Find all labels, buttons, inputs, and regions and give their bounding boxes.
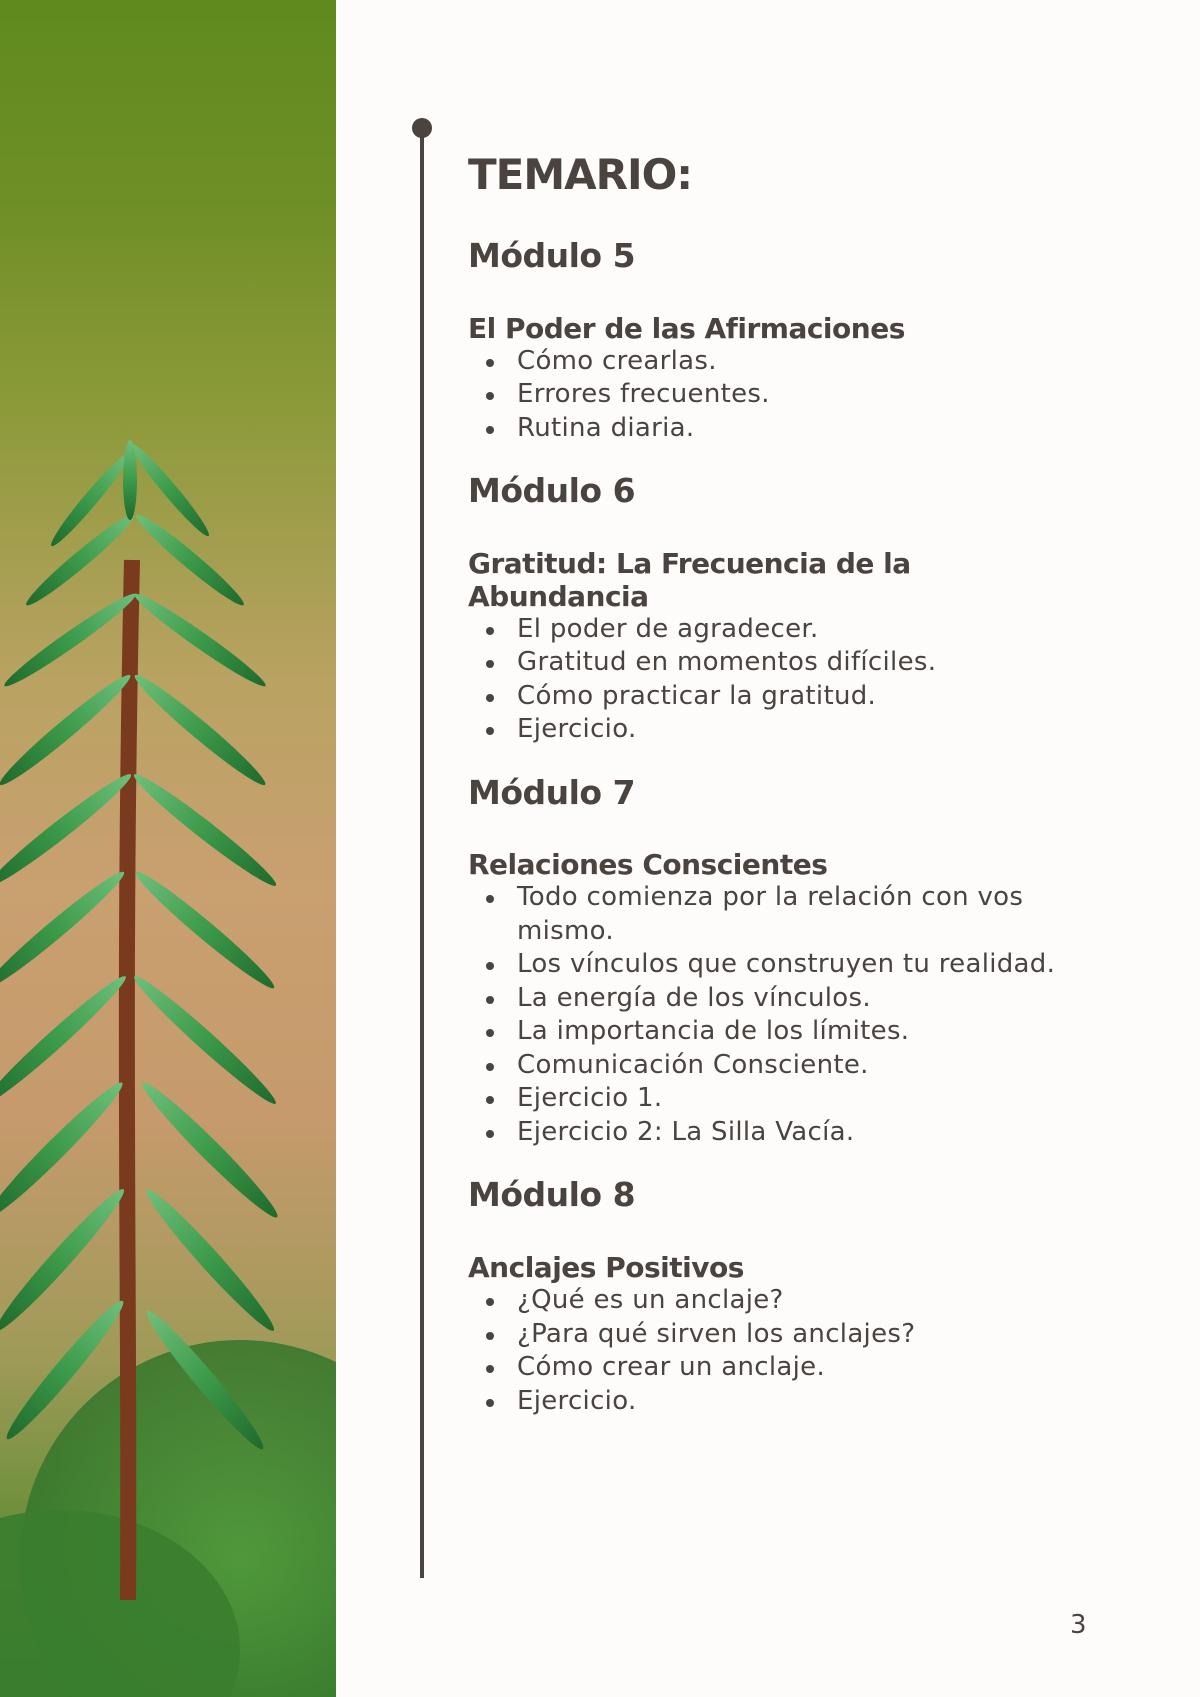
module-7 bbox=[468, 773, 1108, 1150]
list-item: Ejercicio 2: La Silla Vacía. bbox=[468, 1116, 1068, 1150]
timeline-dot bbox=[412, 118, 432, 138]
list-item: Ejercicio. bbox=[468, 713, 1108, 747]
list-item: ¿Para qué sirven los anclajes? bbox=[468, 1318, 1108, 1352]
module-items bbox=[468, 613, 1108, 747]
module-subtitle: Anclajes Positivos bbox=[468, 1251, 744, 1285]
list-item: La importancia de los límites. bbox=[468, 1015, 1068, 1049]
module-title: Módulo 8 bbox=[468, 1175, 636, 1215]
module-subtitle: El Poder de las Afirmaciones bbox=[468, 311, 905, 345]
module-items bbox=[468, 345, 1108, 446]
list-item: La energía de los vínculos. bbox=[468, 982, 1068, 1016]
list-item: ¿Qué es un anclaje? bbox=[468, 1284, 1108, 1318]
module-items bbox=[468, 1284, 1108, 1418]
list-item: Rutina diaria. bbox=[468, 412, 1108, 446]
list-item: Comunicación Consciente. bbox=[468, 1049, 1068, 1083]
list-item: Cómo crearlas. bbox=[468, 345, 1108, 379]
list-item: Errores frecuentes. bbox=[468, 378, 1108, 412]
page-number: 3 bbox=[1070, 1610, 1087, 1640]
list-item: Cómo crear un anclaje. bbox=[468, 1351, 1108, 1385]
list-item: Ejercicio 1. bbox=[468, 1082, 1068, 1116]
module-title: Módulo 5 bbox=[468, 236, 636, 276]
module-title: Módulo 6 bbox=[468, 471, 636, 511]
module-subtitle: Gratitud: La Frecuencia de la Abundancia bbox=[468, 546, 911, 613]
module-8 bbox=[468, 1175, 1108, 1418]
list-item: Ejercicio. bbox=[468, 1385, 1108, 1419]
timeline-line bbox=[420, 120, 424, 1578]
module-items bbox=[468, 881, 1068, 1149]
module-subtitle: Relaciones Conscientes bbox=[468, 848, 828, 882]
module-title: Módulo 7 bbox=[468, 772, 636, 812]
list-item: Los vínculos que construyen tu realidad. bbox=[468, 948, 1068, 982]
list-item: Gratitud en momentos difíciles. bbox=[468, 646, 1108, 680]
module-6 bbox=[468, 471, 1108, 747]
page-title: TEMARIO: bbox=[468, 150, 693, 199]
syllabus-content bbox=[468, 152, 1108, 1444]
list-item: El poder de agradecer. bbox=[468, 613, 1108, 647]
pine-sprig-illustration bbox=[0, 0, 336, 1697]
list-item: Todo comienza por la relación con vos mismo. bbox=[468, 881, 1068, 948]
pine-sprig-photo bbox=[0, 0, 336, 1697]
list-item: Cómo practicar la gratitud. bbox=[468, 680, 1108, 714]
module-5 bbox=[468, 236, 1108, 445]
